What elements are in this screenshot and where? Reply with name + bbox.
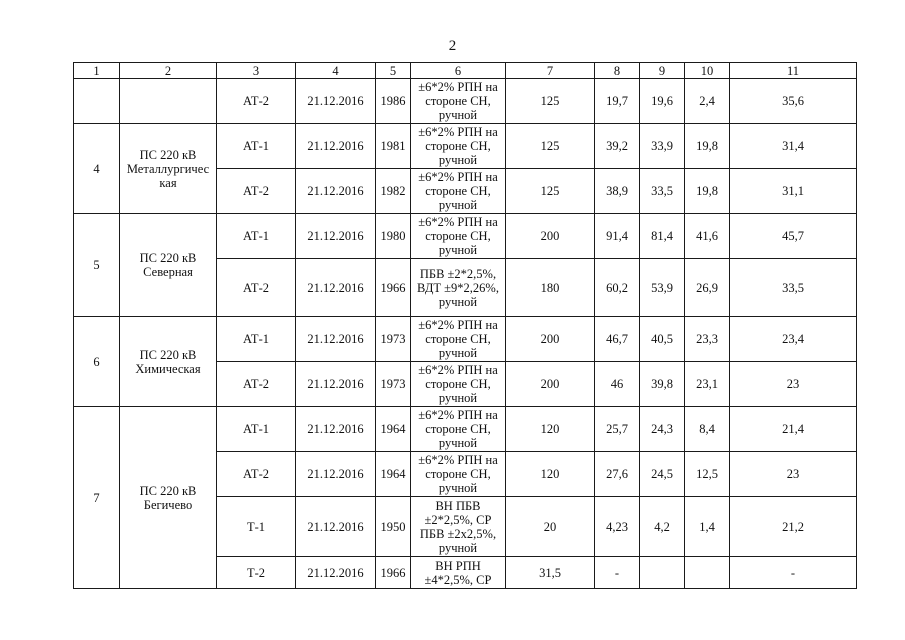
- group-number: 6: [74, 317, 120, 407]
- value-col-11: 23: [730, 362, 857, 407]
- year: 1973: [376, 317, 411, 362]
- year: 1964: [376, 452, 411, 497]
- value-col-8: 19,7: [595, 79, 640, 124]
- value-col-11: 21,2: [730, 497, 857, 557]
- value-col-8: 60,2: [595, 259, 640, 317]
- value-col-10: 19,8: [685, 169, 730, 214]
- value-col-10: 8,4: [685, 407, 730, 452]
- rated-power: 180: [506, 259, 595, 317]
- unit-name: АТ-2: [217, 79, 296, 124]
- year: 1980: [376, 214, 411, 259]
- value-col-11: 31,4: [730, 124, 857, 169]
- value-col-10: 1,4: [685, 497, 730, 557]
- unit-name: АТ-2: [217, 259, 296, 317]
- date: 21.12.2016: [296, 169, 376, 214]
- year: 1981: [376, 124, 411, 169]
- date: 21.12.2016: [296, 317, 376, 362]
- value-col-9: 33,9: [640, 124, 685, 169]
- date: 21.12.2016: [296, 362, 376, 407]
- column-header-8: 8: [595, 63, 640, 79]
- regulation: ±6*2% РПН на стороне СН, ручной: [411, 452, 506, 497]
- value-col-10: 26,9: [685, 259, 730, 317]
- group-number: 5: [74, 214, 120, 317]
- value-col-8: 25,7: [595, 407, 640, 452]
- table-row: [74, 407, 857, 452]
- unit-name: АТ-1: [217, 124, 296, 169]
- regulation: ВН РПН ±4*2,5%, СР: [411, 557, 506, 589]
- rated-power: 120: [506, 407, 595, 452]
- column-header-9: 9: [640, 63, 685, 79]
- regulation: ±6*2% РПН на стороне СН, ручной: [411, 362, 506, 407]
- table-row: [74, 317, 857, 362]
- value-col-11: 35,6: [730, 79, 857, 124]
- value-col-11: 23,4: [730, 317, 857, 362]
- date: 21.12.2016: [296, 497, 376, 557]
- table-row: [74, 124, 857, 169]
- equipment-table: [73, 62, 857, 589]
- group-number: 4: [74, 124, 120, 214]
- value-col-8: 27,6: [595, 452, 640, 497]
- unit-name: АТ-2: [217, 452, 296, 497]
- column-header-6: 6: [411, 63, 506, 79]
- regulation: ПБВ ±2*2,5%, ВДТ ±9*2,26%, ручной: [411, 259, 506, 317]
- rated-power: 125: [506, 124, 595, 169]
- unit-name: Т-1: [217, 497, 296, 557]
- regulation: ±6*2% РПН на стороне СН, ручной: [411, 407, 506, 452]
- value-col-10: 2,4: [685, 79, 730, 124]
- value-col-11: 31,1: [730, 169, 857, 214]
- value-col-8: -: [595, 557, 640, 589]
- column-header-2: 2: [120, 63, 217, 79]
- unit-name: АТ-2: [217, 362, 296, 407]
- value-col-8: 38,9: [595, 169, 640, 214]
- rated-power: 200: [506, 317, 595, 362]
- regulation: ±6*2% РПН на стороне СН, ручной: [411, 214, 506, 259]
- year: 1950: [376, 497, 411, 557]
- year: 1966: [376, 557, 411, 589]
- rated-power: 31,5: [506, 557, 595, 589]
- regulation: ±6*2% РПН на стороне СН, ручной: [411, 124, 506, 169]
- value-col-9: [640, 557, 685, 589]
- value-col-10: 23,3: [685, 317, 730, 362]
- value-col-11: -: [730, 557, 857, 589]
- regulation: ВН ПБВ ±2*2,5%, СР ПБВ ±2х2,5%, ручной: [411, 497, 506, 557]
- value-col-8: 39,2: [595, 124, 640, 169]
- value-col-9: 33,5: [640, 169, 685, 214]
- date: 21.12.2016: [296, 407, 376, 452]
- group-number: [74, 79, 120, 124]
- value-col-8: 91,4: [595, 214, 640, 259]
- value-col-10: 12,5: [685, 452, 730, 497]
- substation-name: ПС 220 кВ Северная: [120, 214, 217, 317]
- rated-power: 125: [506, 169, 595, 214]
- rated-power: 20: [506, 497, 595, 557]
- column-header-1: 1: [74, 63, 120, 79]
- rated-power: 200: [506, 214, 595, 259]
- unit-name: АТ-2: [217, 169, 296, 214]
- regulation: ±6*2% РПН на стороне СН, ручной: [411, 169, 506, 214]
- table-row: [74, 79, 857, 124]
- column-header-11: 11: [730, 63, 857, 79]
- date: 21.12.2016: [296, 124, 376, 169]
- unit-name: Т-2: [217, 557, 296, 589]
- value-col-11: 45,7: [730, 214, 857, 259]
- column-header-7: 7: [506, 63, 595, 79]
- value-col-8: 46: [595, 362, 640, 407]
- rated-power: 200: [506, 362, 595, 407]
- value-col-9: 19,6: [640, 79, 685, 124]
- value-col-9: 40,5: [640, 317, 685, 362]
- value-col-10: 41,6: [685, 214, 730, 259]
- column-header-4: 4: [296, 63, 376, 79]
- date: 21.12.2016: [296, 79, 376, 124]
- value-col-11: 33,5: [730, 259, 857, 317]
- substation-name: [120, 79, 217, 124]
- value-col-9: 53,9: [640, 259, 685, 317]
- group-number: 7: [74, 407, 120, 589]
- value-col-8: 4,23: [595, 497, 640, 557]
- value-col-11: 23: [730, 452, 857, 497]
- substation-name: ПС 220 кВ Бегичево: [120, 407, 217, 589]
- regulation: ±6*2% РПН на стороне СН, ручной: [411, 317, 506, 362]
- value-col-10: 19,8: [685, 124, 730, 169]
- date: 21.12.2016: [296, 259, 376, 317]
- year: 1982: [376, 169, 411, 214]
- value-col-9: 39,8: [640, 362, 685, 407]
- date: 21.12.2016: [296, 557, 376, 589]
- value-col-8: 46,7: [595, 317, 640, 362]
- year: 1966: [376, 259, 411, 317]
- date: 21.12.2016: [296, 452, 376, 497]
- value-col-9: 24,3: [640, 407, 685, 452]
- value-col-10: 23,1: [685, 362, 730, 407]
- substation-name: ПС 220 кВ Химическая: [120, 317, 217, 407]
- substation-name: ПС 220 кВ Металлургичес кая: [120, 124, 217, 214]
- value-col-11: 21,4: [730, 407, 857, 452]
- value-col-9: 24,5: [640, 452, 685, 497]
- column-header-3: 3: [217, 63, 296, 79]
- header-row: [74, 63, 857, 79]
- year: 1973: [376, 362, 411, 407]
- value-col-9: 81,4: [640, 214, 685, 259]
- page-number: 2: [448, 38, 457, 54]
- unit-name: АТ-1: [217, 407, 296, 452]
- unit-name: АТ-1: [217, 214, 296, 259]
- value-col-9: 4,2: [640, 497, 685, 557]
- value-col-10: [685, 557, 730, 589]
- unit-name: АТ-1: [217, 317, 296, 362]
- year: 1964: [376, 407, 411, 452]
- rated-power: 125: [506, 79, 595, 124]
- date: 21.12.2016: [296, 214, 376, 259]
- column-header-10: 10: [685, 63, 730, 79]
- table-row: [74, 214, 857, 259]
- regulation: ±6*2% РПН на стороне СН, ручной: [411, 79, 506, 124]
- column-header-5: 5: [376, 63, 411, 79]
- year: 1986: [376, 79, 411, 124]
- rated-power: 120: [506, 452, 595, 497]
